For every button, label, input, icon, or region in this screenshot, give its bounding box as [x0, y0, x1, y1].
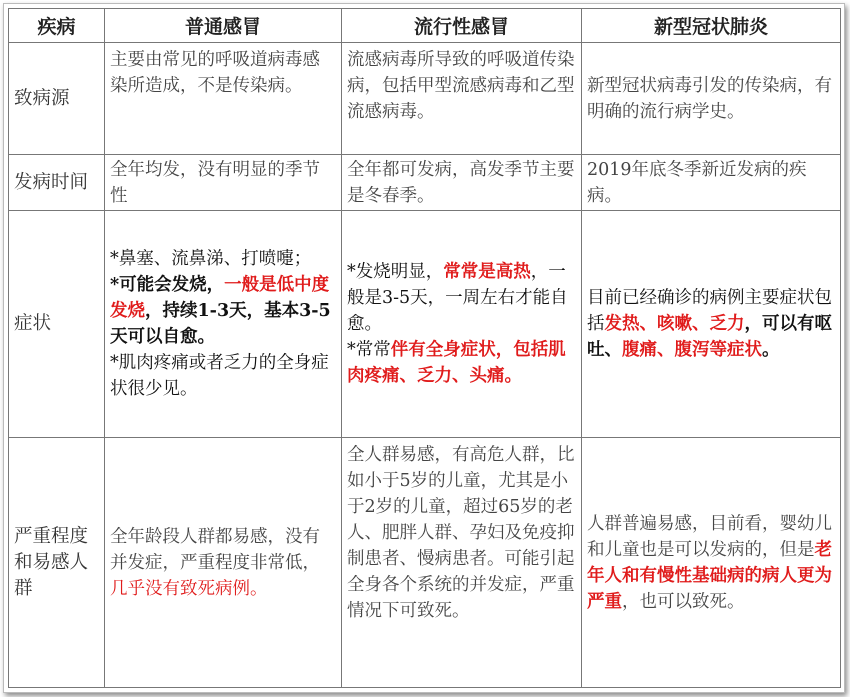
highlight-text: 老年人和有慢性基础病的病人更为严重	[587, 539, 832, 612]
table-row-cause	[9, 43, 841, 155]
row-label-cause: 致病源	[9, 43, 105, 155]
cell-cause-common: 主要由常见的呼吸道病毒感染所造成，不是传染病。	[105, 43, 342, 155]
highlight-text: 常常是高热	[443, 262, 531, 282]
table-row-symptoms	[9, 211, 841, 438]
row-label-onset: 发病时间	[9, 155, 105, 211]
header-covid: 新型冠状肺炎	[582, 9, 841, 43]
cell-severity-flu: 全人群易感，有高危人群，比如小于5岁的儿童，尤其是小于2岁的儿童，超过65岁的老人、肥胖人群、孕妇及免疫抑制患者、慢病患者。可能引起全身各个系统的并发症，严重情况下可致死。	[342, 438, 582, 688]
cell-cause-covid: 新型冠状病毒引发的传染病，有明确的流行病学史。	[582, 43, 841, 155]
table-row-onset	[9, 155, 841, 211]
cell-severity-common: 全年龄段人群都易感，没有并发症，严重程度非常低，几乎没有致死病例。	[105, 438, 342, 688]
highlight-text: 腹痛、腹泻等症状	[622, 340, 762, 360]
header-common-cold: 普通感冒	[105, 9, 342, 43]
disease-comparison-table	[8, 8, 841, 688]
symptom-line: *肌肉疼痛或者乏力的全身症状很少见。	[110, 353, 329, 399]
symptom-line: 目前已经确诊的病例主要症状包括发热、咳嗽、乏力，可以有呕吐、腹痛、腹泻等症状。	[587, 288, 832, 360]
header-row	[9, 9, 841, 43]
table-row-severity	[9, 438, 841, 688]
row-label-severity: 严重程度和易感人群	[9, 438, 105, 688]
cell-onset-flu: 全年都可发病，高发季节主要是冬春季。	[342, 155, 582, 211]
highlight-text: 伴有全身症状，包括肌肉疼痛、乏力、头痛。	[347, 340, 566, 386]
highlight-text: 几乎没有致死病例。	[110, 578, 268, 599]
header-disease: 疾病	[9, 9, 105, 43]
cell-cause-flu: 流感病毒所导致的呼吸道传染病，包括甲型流感病毒和乙型流感病毒。	[342, 43, 582, 155]
cell-symptoms-flu	[342, 211, 582, 438]
symptom-line: *鼻塞、流鼻涕、打喷嚏；	[110, 249, 312, 269]
cell-symptoms-covid	[582, 211, 841, 438]
row-label-symptoms: 症状	[9, 211, 105, 438]
cell-symptoms-common	[105, 211, 342, 438]
symptom-line: *常常伴有全身症状，包括肌肉疼痛、乏力、头痛。	[347, 340, 566, 386]
table-frame	[3, 3, 845, 693]
header-influenza: 流行性感冒	[342, 9, 582, 43]
highlight-text: 一般是低中度发烧	[110, 275, 330, 321]
symptom-line: *可能会发烧，一般是低中度发烧，持续1-3天，基本3-5天可以自愈。	[110, 275, 331, 347]
cell-onset-common: 全年均发，没有明显的季节性	[105, 155, 342, 211]
symptom-line: *发烧明显，常常是高热，一般是3-5天，一周左右才能自愈。	[347, 262, 568, 334]
highlight-text: 发热、咳嗽、乏力	[604, 314, 745, 334]
cell-severity-covid: 人群普遍易感，目前看，婴幼儿和儿童也是可以发病的，但是老年人和有慢性基础病的病人更为严重，也可以致死。	[582, 438, 841, 688]
cell-onset-covid: 2019年底冬季新近发病的疾病。	[582, 155, 841, 211]
